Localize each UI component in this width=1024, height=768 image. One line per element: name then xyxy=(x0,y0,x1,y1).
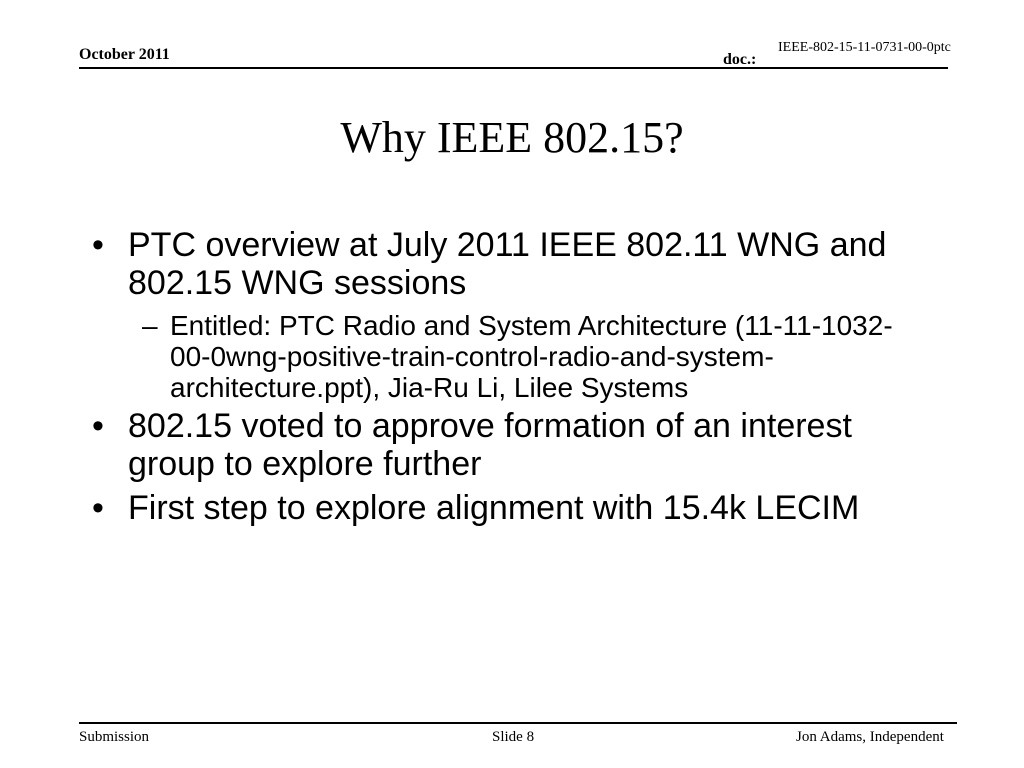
bullet-item-2 xyxy=(92,407,922,483)
header-date: October 2011 xyxy=(79,46,170,63)
slide-title: Why IEEE 802.15? xyxy=(340,113,684,162)
bullet-mark: • xyxy=(92,407,104,445)
bullet-mark: • xyxy=(92,226,104,264)
bullet-text-1: PTC overview at July 2011 IEEE 802.11 WNG and 802.15 WNG sessions xyxy=(128,226,887,302)
bullet-item-3 xyxy=(92,489,922,527)
bullet-list xyxy=(92,226,922,533)
header-doc-label: doc.: xyxy=(723,51,757,68)
bullet-text-3: First step to explore alignment with 15.4k LECIM xyxy=(128,489,860,527)
bullet-text-2: 802.15 voted to approve formation of an interest group to explore further xyxy=(128,407,852,483)
sub-bullet-text-1: Entitled: PTC Radio and System Architecture (11-11-1032-00-0wng-positive-train-control-radio-and-system-architecture.ppt), Jia-Ru Li, Lilee Systems xyxy=(170,310,893,403)
bullet-item-1 xyxy=(92,226,922,302)
header-divider xyxy=(79,67,948,69)
footer-author: Jon Adams, Independent xyxy=(796,729,944,745)
footer-submission: Submission xyxy=(79,729,150,745)
bullet-mark: • xyxy=(92,489,104,527)
sub-bullet-mark: – xyxy=(142,310,158,341)
footer-divider xyxy=(79,722,957,724)
sub-bullet-item-1 xyxy=(92,310,922,403)
footer-slide-number: Slide 8 xyxy=(492,729,535,745)
header-doc-id: IEEE-802-15-11-0731-00-0ptc xyxy=(778,40,951,55)
